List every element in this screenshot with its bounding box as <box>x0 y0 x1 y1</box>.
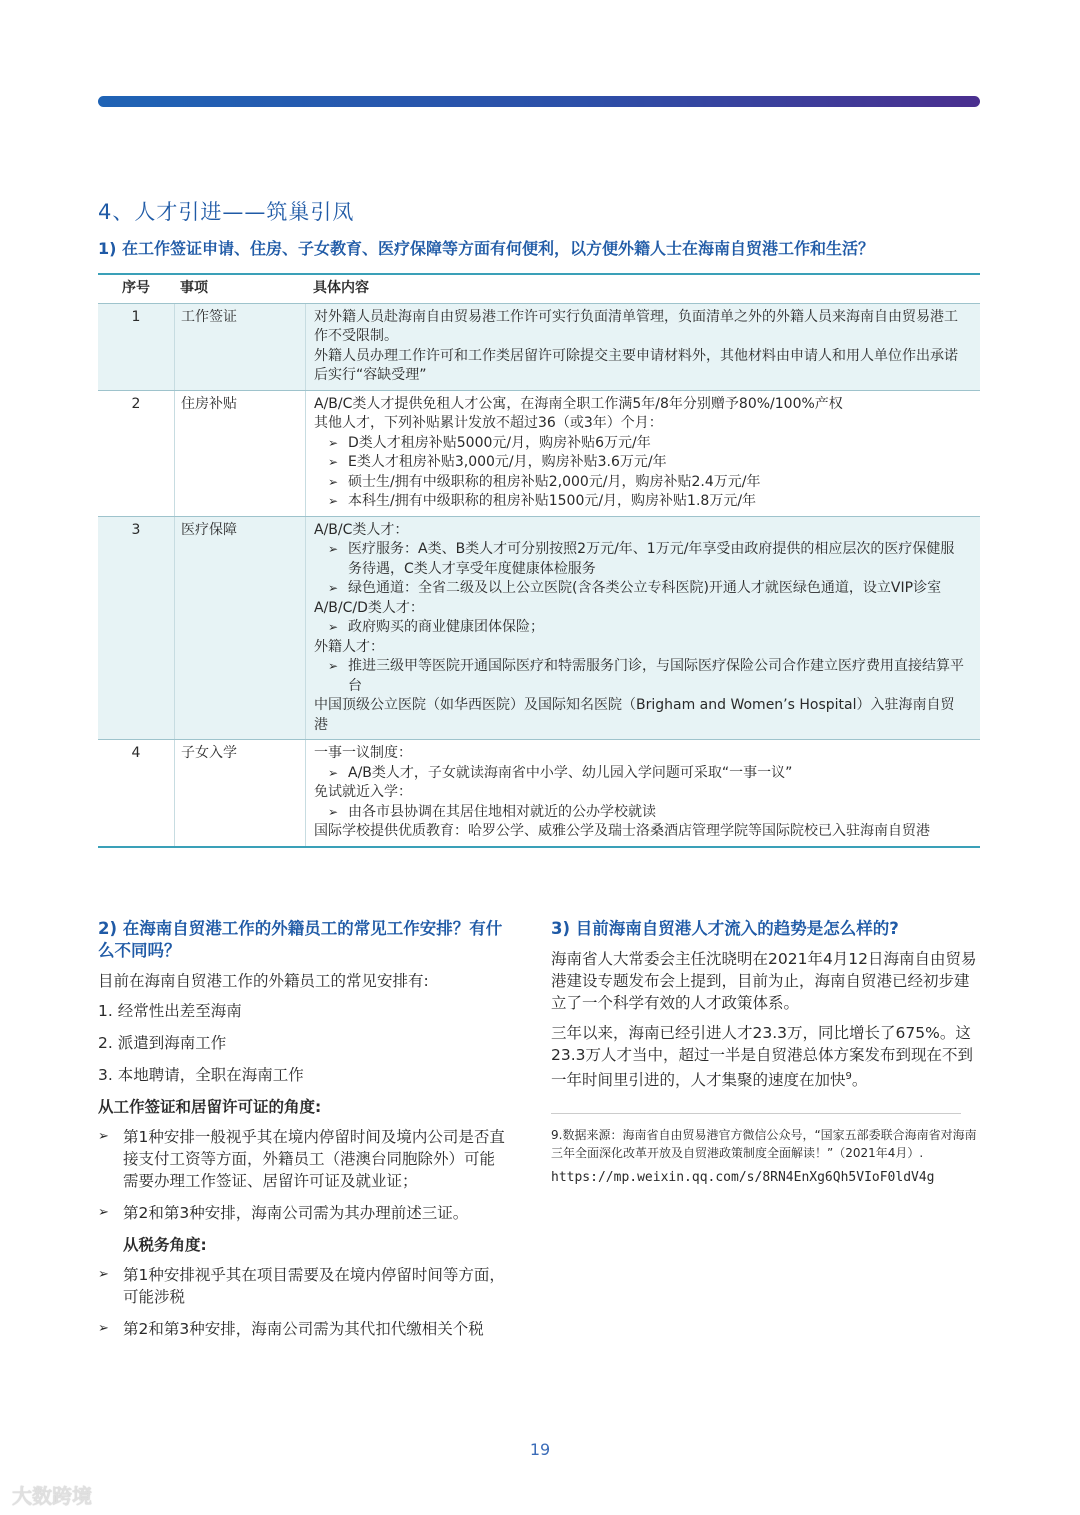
detail-line: A/B/C类人才提供免租人才公寓，在海南全职工作满5年/8年分别赠予80%/100%产权 <box>314 395 843 412</box>
detail-line: 一事一议制度： <box>314 745 412 761</box>
detail-line: 免试就近入学： <box>314 784 412 800</box>
detail-line: 其他人才，下列补贴累计发放不超过36（或3年）个月： <box>314 415 663 431</box>
list-item: ➢ 第2和第3种安排，海南公司需为其办理前述三证。 <box>98 1202 508 1224</box>
right-column <box>551 918 981 1185</box>
detail-bullet: ➢ E类人才租房补贴3,000元/月，购房补贴3.6万元/年 <box>314 453 964 473</box>
footnote-text: 9.数据来源：海南省自由贸易港官方微信公众号，“国家五部委联合海南省对海南三年全面深化改革开放及自贸港政策制度全面解读！”（2021年4月）. <box>551 1128 977 1161</box>
detail-line: 外籍人员办理工作许可和工作类居留许可除提交主要申请材料外，其他材料由申请人和用人单位作出承诺后实行“容缺受理” <box>314 347 958 383</box>
detail-line: A/B/C类人才： <box>314 521 409 538</box>
question-1-heading: 1) 在工作签证申请、住房、子女教育、医疗保障等方面有何便利，以方便外籍人士在海南自贸港工作和生活？ <box>98 239 875 258</box>
question-2-intro: 目前在海南自贸港工作的外籍员工的常见安排有: <box>98 972 429 990</box>
list-item: ➢ 第1种安排一般视乎其在境内停留时间及境内公司是否直接支付工资等方面，外籍员工（港澳台同胞除外）可能需要办理工作签证、居留许可证及就业证； <box>98 1126 508 1192</box>
detail-bullet: ➢ D类人才租房补贴5000元/月，购房补贴6万元/年 <box>314 434 964 454</box>
list-item: ➢ 第1种安排视乎其在项目需要及在境内停留时间等方面，可能涉税 <box>98 1264 508 1308</box>
detail-line: A/B/C/D类人才： <box>314 599 424 616</box>
paragraph-end: 。 <box>851 1071 868 1090</box>
detail-line: 对外籍人员赴海南自由贸易港工作许可实行负面清单管理，负面清单之外的外籍人员来海南自由贸易港工作不受限制。 <box>314 308 958 344</box>
table-row <box>98 740 980 846</box>
left-column <box>98 918 508 1350</box>
row-detail <box>305 740 980 846</box>
section-title: 4、人才引进——筑巢引凤 <box>98 200 355 224</box>
detail-bullet: ➢ 绿色通道：全省二级及以上公立医院(含各类公立专科医院)开通人才就医绿色通道，设立VIP诊室 <box>314 579 964 599</box>
row-item: 工作签证 <box>174 304 305 390</box>
detail-bullet: ➢ 推进三级甲等医院开通国际医疗和特需服务门诊，与国际医疗保险公司合作建立医疗费用直接结算平台 <box>314 657 964 696</box>
row-number: 4 <box>131 745 141 761</box>
detail-line: 外籍人才： <box>314 638 384 655</box>
visa-subheading: 从工作签证和居留许可证的角度: <box>98 1098 322 1116</box>
table-header-row <box>98 275 980 304</box>
detail-line: 国际学校提供优质教育：哈罗公学、威雅公学及瑞士洛桑酒店管理学院等国际院校已入驻海南自贸港 <box>314 823 930 839</box>
paragraph <box>551 1022 981 1091</box>
detail-bullet: ➢ 硕士生/拥有中级职称的租房补贴2,000元/月，购房补贴2.4万元/年 <box>314 473 964 493</box>
footnote-ref: 9 <box>845 1071 852 1082</box>
page-number: 19 <box>529 1440 551 1459</box>
list-item: 1. 经常性出差至海南 <box>98 1002 242 1020</box>
header-detail: 具体内容 <box>313 280 369 296</box>
header-item: 事项 <box>180 280 208 296</box>
top-accent-bar <box>98 96 980 107</box>
detail-bullet: ➢ 医疗服务：A类、B类人才可分别按照2万元/年、1万元/年享受由政府提供的相应层次的医疗保健服务待遇，C类人才享受年度健康体检服务 <box>314 540 964 579</box>
detail-bullet: ➢ A/B类人才，子女就读海南省中小学、幼儿园入学问题可采取“一事一议” <box>314 764 964 784</box>
detail-bullet: ➢ 政府购买的商业健康团体保险； <box>314 618 964 638</box>
paragraph-text: 三年以来，海南已经引进人才23.3万，同比增长了675%。这23.3万人才当中，超过一半是自贸港总体方案发布到现在不到一年时间里引进的，人才集聚的速度在加快 <box>551 1024 974 1090</box>
source-link[interactable]: https://mp.weixin.qq.com/s/8RN4EnXg6Qh5VIoF0ldV4g <box>551 1170 935 1186</box>
row-detail <box>305 391 980 516</box>
watermark-logo: 大数跨境 <box>12 1484 92 1508</box>
question-2-heading: 2) 在海南自贸港工作的外籍员工的常见工作安排？有什么不同吗？ <box>98 919 503 960</box>
list-item: ➢ 第2和第3种安排，海南公司需为其代扣代缴相关个税 <box>98 1318 508 1340</box>
detail-line: 中国顶级公立医院（如华西医院）及国际知名医院（Brigham and Women’s Hospital）入驻海南自贸港 <box>314 697 955 733</box>
table-row <box>98 391 980 517</box>
table-row <box>98 517 980 741</box>
row-number: 1 <box>131 308 141 325</box>
row-item: 住房补贴 <box>174 391 305 516</box>
footnote-divider <box>551 1113 961 1114</box>
header-no: 序号 <box>122 280 150 296</box>
question-3-heading: 3) 目前海南自贸港人才流入的趋势是怎么样的? <box>551 919 899 938</box>
row-item: 子女入学 <box>174 740 305 846</box>
detail-bullet: ➢ 本科生/拥有中级职称的租房补贴1500元/月，购房补贴1.8万元/年 <box>314 492 964 512</box>
row-item: 医疗保障 <box>174 517 305 740</box>
benefits-table <box>98 273 980 848</box>
paragraph: 海南省人大常委会主任沈晓明在2021年4月12日海南自由贸易港建设专题发布会上提到，目前为止，海南自贸港已经初步建立了一个科学有效的人才政策体系。 <box>551 950 977 1012</box>
detail-bullet: ➢ 由各市县协调在其居住地相对就近的公办学校就读 <box>314 803 964 823</box>
table-row <box>98 304 980 391</box>
list-item: 3. 本地聘请，全职在海南工作 <box>98 1066 304 1084</box>
row-number: 2 <box>131 395 141 412</box>
tax-subheading: 从税务角度: <box>123 1236 207 1254</box>
list-item: 2. 派遣到海南工作 <box>98 1034 227 1052</box>
row-detail <box>305 517 980 740</box>
row-number: 3 <box>131 521 141 538</box>
row-detail <box>305 304 980 390</box>
